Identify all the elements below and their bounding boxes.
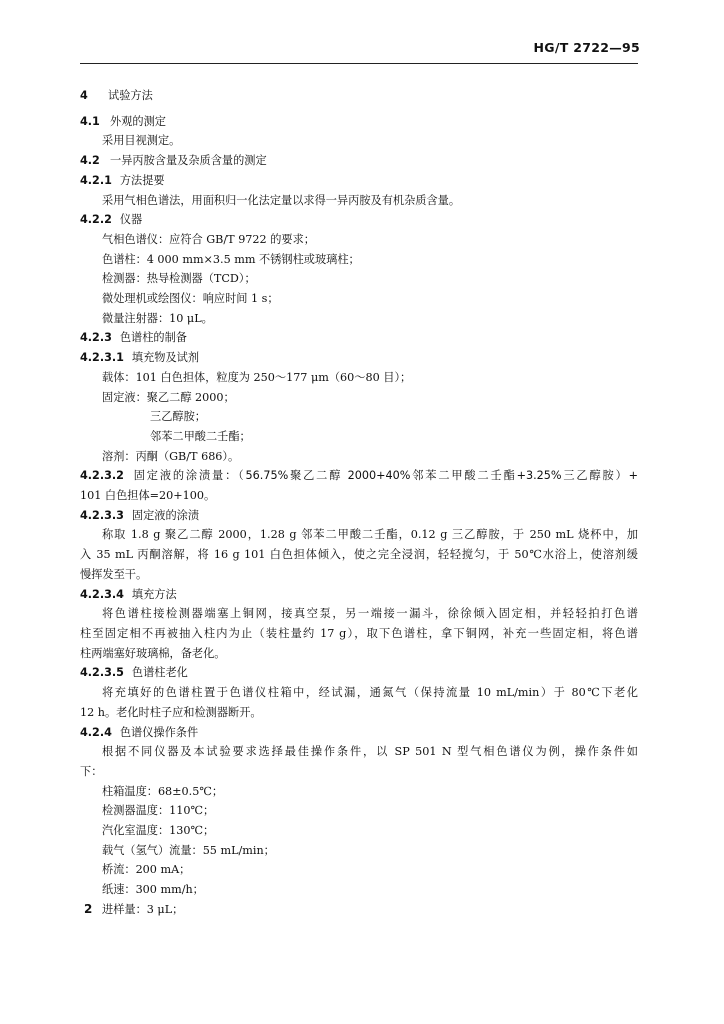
body-text-line: 微处理机或绘图仪：响应时间 1 s； [102,292,279,306]
section-number: 4.2.3 [80,331,112,345]
body-text-line: 柱两端塞好玻璃棉，备老化。 [80,646,226,660]
section-number: 4.2.4 [80,725,112,739]
section-number: 4.1 [80,114,100,128]
body-text-line: 进样量：3 μL； [102,902,184,916]
body-text-line: 载体：101 白色担体，粒度为 250～177 μm（60～80 目）； [102,370,412,384]
section-heading [80,663,638,683]
body-text-line: 邻苯二甲酸二壬酯； [150,429,251,443]
section-title: 色谱柱老化 [131,666,188,680]
section-number: 4 [80,89,88,102]
body-text-line: 溶剂：丙酮（GB/T 686）。 [102,449,240,463]
document-code-header: HG/T 2722—95 [533,40,640,55]
section-title: 外观的测定 [110,114,166,128]
body-text-line: 12 h。老化时柱子应和检测器断开。 [80,705,262,719]
section-heading [80,506,638,526]
section-heading [80,466,638,486]
section-heading [80,723,638,743]
body-text-line: 桥流：200 mA； [102,863,191,877]
section-title: 色谱仪操作条件 [119,725,199,739]
body-text-line: 采用气相色谱法，用面积归一化法定量以求得一异丙胺及有机杂质含量。 [102,193,461,207]
body-text-line: 微量注射器：10 μL。 [102,311,213,325]
body-text-line: 下： [80,764,103,778]
body-text-line: 慢挥发至干。 [80,567,148,581]
section-heading [80,348,638,368]
section-title: 试验方法 [108,89,153,102]
section-heading [80,328,638,348]
header-divider [80,63,638,64]
section-number: 4.2.3.5 [80,666,124,680]
section-number: 4.2.3.3 [80,508,124,522]
body-text-line: 色谱柱：4 000 mm×3.5 mm 不锈钢柱或玻璃柱； [102,252,360,266]
document-body [80,86,638,920]
section-number: 4.2.1 [80,173,112,187]
section-heading [80,210,638,230]
section-number: 4.2 [80,154,100,168]
section-title: 色谱柱的制备 [119,331,187,345]
section-title: 固定液的涂渍 [131,508,200,522]
body-text-line: 检测器：热导检测器（TCD）； [102,272,256,286]
page-number: 2 [84,902,93,916]
body-text-line: 气相色谱仪：应符合 GB/T 9722 的要求； [102,232,315,246]
body-text-line: 固定液：聚乙二醇 2000； [102,390,235,404]
body-text-line: 柱箱温度：68±0.5℃； [102,784,224,798]
body-text-line: 根据不同仪器及本试验要求选择最佳操作条件，以 SP 501 N 型气相色谱仪为例，操作条件如 [102,745,638,759]
body-text-line: 入 35 mL 丙酮溶解，将 16 g 101 白色担体倾入，使之完全浸润，轻轻搅匀，于 50℃水浴上，使溶剂缓 [80,548,638,562]
section-title: 一异丙胺含量及杂质含量的测定 [110,154,267,168]
body-text-line: 柱至固定相不再被抽入柱内为止（装柱量约 17 g），取下色谱柱，拿下铜网，补充一些固定相，将色谱 [80,626,638,640]
section-number: 4.2.3.2 [80,469,124,483]
section-title: 填充方法 [131,587,177,601]
section-heading [80,151,638,171]
body-text-line: 纸速：300 mm/h； [102,883,204,897]
body-text-line: 将充填好的色谱柱置于色谱仪柱箱中，经试漏，通氮气（保持流量 10 mL/min）于 80℃下老化 [102,686,638,700]
body-text-line: 三乙醇胺； [150,410,206,424]
section-number: 4.2.3.1 [80,351,124,365]
section-title: 仪器 [119,213,143,227]
body-text-line: 汽化室温度：130℃； [102,824,215,838]
section-heading [80,585,638,605]
section-heading [80,112,638,132]
section-number: 4.2.2 [80,213,112,227]
section-title: 固定液的涂渍量：（56.75%聚乙二醇 2000+40%邻苯二甲酸二壬酯+3.25%三乙醇胺）+ [131,469,638,483]
section-heading [80,171,638,191]
body-text-line: 检测器温度：110℃； [102,804,215,818]
body-text-line: 采用目视测定。 [102,134,181,148]
section-title: 方法提要 [119,173,165,187]
body-text-line: 载气（氢气）流量：55 mL/min； [102,843,275,857]
section-number: 4.2.3.4 [80,587,124,601]
section-title: 填充物及试剂 [131,351,200,365]
body-text-line: 称取 1.8 g 聚乙二醇 2000，1.28 g 邻苯二甲酸二壬酯，0.12 g 三乙醇胺，于 250 mL 烧杯中，加 [102,528,638,542]
body-text-line: 将色谱柱接检测器端塞上铜网，接真空泵，另一端接一漏斗，徐徐倾入固定相，并轻轻拍打色谱 [102,607,638,621]
body-text-line: 101 白色担体=20+100。 [80,489,216,503]
section-heading [80,86,638,106]
